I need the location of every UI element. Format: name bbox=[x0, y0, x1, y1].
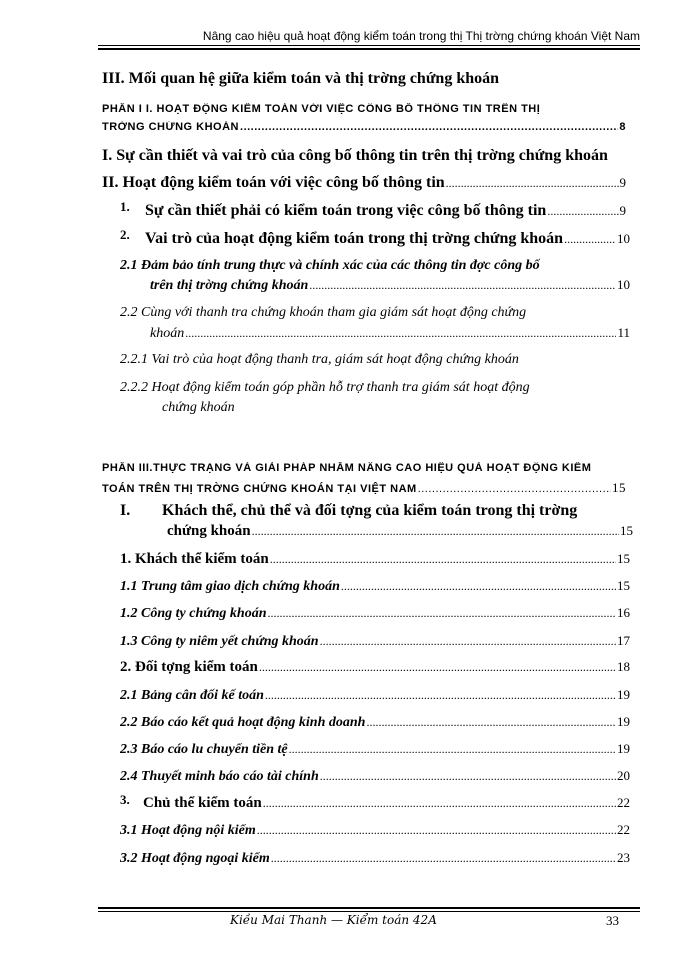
toc-entry-text: Chủ thể kiểm toán bbox=[143, 795, 262, 811]
leader-dots bbox=[252, 524, 619, 539]
toc-entry-ii-1-num: 1. bbox=[120, 199, 130, 214]
leader-dots bbox=[267, 606, 616, 621]
page-number: 19 bbox=[617, 687, 630, 702]
toc-entry-text: khoán bbox=[150, 326, 185, 341]
header-rule bbox=[98, 45, 640, 46]
toc-entry-text: 2.4 Thuyết minh báo cáo tài chính bbox=[120, 769, 319, 784]
toc-entry-p3-3 bbox=[143, 795, 630, 812]
toc-entry-p3-2-1 bbox=[120, 687, 630, 704]
toc-entry-p3-2-2 bbox=[120, 714, 630, 731]
toc-part3-title-line1: PHẦN III.THỰC TRẠNG VÀ GIẢI PHÁP NHẰM NÂNG CAO HIỆU QUẢ HOẠT ĐỘNG KIỂM bbox=[102, 462, 592, 474]
toc-entry-ii-1 bbox=[145, 202, 626, 220]
toc-part-title-line2 bbox=[102, 121, 626, 133]
toc-entry-text: 3.2 Hoạt động ngoại kiểm bbox=[120, 851, 270, 866]
toc-entry-text: Vai trò của hoạt động kiểm toán trong thị trờng chứng khoán bbox=[145, 230, 564, 247]
toc-entry-text: 1.3 Công ty niêm yết chứng khoán bbox=[120, 634, 319, 649]
toc-entry-2-2-line2 bbox=[150, 325, 630, 342]
page-number: 10 bbox=[617, 231, 630, 246]
toc-entry-text: 3.1 Hoạt động nội kiểm bbox=[120, 823, 256, 838]
page-number: 23 bbox=[617, 850, 630, 865]
toc-entry-p3-2-4 bbox=[120, 768, 630, 785]
leader-dots bbox=[240, 121, 618, 133]
page-number: 15 bbox=[612, 480, 626, 495]
toc-entry-text: 1.2 Công ty chứng khoán bbox=[120, 606, 267, 621]
toc-entry-p3-1 bbox=[120, 551, 630, 568]
page-number: 15 bbox=[617, 551, 630, 566]
toc-entry-text: 2.2 Báo cáo kết quả hoạt động kinh doanh bbox=[120, 715, 366, 730]
leader-dots bbox=[289, 742, 616, 757]
page-number: 20 bbox=[617, 768, 630, 783]
toc-entry-p3-i-num: I. bbox=[120, 502, 131, 519]
leader-dots bbox=[257, 823, 616, 838]
footer-author: Kiều Mai Thanh — Kiểm toán 42A bbox=[230, 913, 437, 927]
toc-entry-i: I. Sự cần thiết và vai trò của công bố thông tin trên thị trờng chứng khoán bbox=[102, 147, 608, 164]
toc-entry-p3-1-2 bbox=[120, 605, 630, 622]
toc-entry-2-2-2-line2: chứng khoán bbox=[162, 400, 235, 415]
page-number: 15 bbox=[620, 523, 633, 538]
leader-dots bbox=[320, 634, 616, 649]
page-number: 19 bbox=[617, 741, 630, 756]
toc-entry-text: 1.1 Trung tâm giao dịch chứng khoán bbox=[120, 579, 340, 594]
toc-entry-p3-1-3 bbox=[120, 633, 630, 650]
leader-dots bbox=[265, 688, 616, 703]
page-number: 22 bbox=[617, 822, 630, 837]
toc-entry-text: 1. Khách thể kiểm toán bbox=[120, 551, 269, 567]
leader-dots bbox=[259, 660, 616, 675]
toc-entry-text: II. Hoạt động kiểm toán với việc công bố thông tin bbox=[102, 174, 445, 191]
leader-dots bbox=[418, 483, 611, 495]
toc-entry-p3-2-3 bbox=[120, 741, 630, 758]
toc-entry-text: 2. Đối tợng kiểm toán bbox=[120, 659, 258, 675]
toc-entry-2-1-line2 bbox=[150, 277, 630, 294]
leader-dots bbox=[271, 851, 616, 866]
toc-entry-text: 2.3 Báo cáo lu chuyển tiền tệ bbox=[120, 742, 288, 757]
toc-entry-p3-1-1 bbox=[120, 578, 630, 595]
page-number: 22 bbox=[617, 795, 630, 810]
toc-entry-2-1-line1: 2.1 Đảm bảo tính trung thực và chính xác của các thông tin đợc công bố bbox=[120, 258, 540, 273]
leader-dots bbox=[263, 796, 616, 811]
page-number: 9 bbox=[619, 203, 626, 218]
toc-part3-title-line2 bbox=[102, 480, 626, 496]
leader-dots bbox=[185, 326, 616, 341]
footer-rule-thick bbox=[98, 907, 640, 909]
toc-entry-text: Sự cần thiết phải có kiểm toán trong việc công bố thông tin bbox=[145, 202, 547, 219]
page-number: 11 bbox=[617, 325, 630, 340]
leader-dots bbox=[309, 278, 616, 293]
toc-entry-text: trên thị trờng chứng khoán bbox=[150, 278, 309, 293]
leader-dots bbox=[320, 769, 616, 784]
toc-entry-p3-3-2 bbox=[120, 850, 630, 867]
toc-entry-ii-2-num: 2. bbox=[120, 227, 130, 242]
toc-entry-p3-2 bbox=[120, 659, 630, 676]
page-number: 15 bbox=[617, 578, 630, 593]
leader-dots bbox=[564, 232, 616, 247]
toc-entry-p3-3-num: 3. bbox=[120, 792, 130, 807]
page-number: 19 bbox=[617, 714, 630, 729]
leader-dots bbox=[341, 579, 616, 594]
toc-entry-text: 2.1 Bảng cân đối kế toán bbox=[120, 688, 264, 703]
toc-entry-ii-2 bbox=[145, 230, 630, 248]
page-number: 17 bbox=[617, 633, 630, 648]
toc-entry-p3-i-line1: Khách thể, chủ thể và đối tợng của kiểm toán trong thị trờng bbox=[162, 502, 578, 519]
leader-dots bbox=[547, 204, 618, 219]
running-header: Nâng cao hiệu quả hoạt động kiểm toán trong thị Thị trờng chứng khoán Việt Nam bbox=[202, 29, 640, 43]
page-number: 9 bbox=[619, 175, 626, 190]
toc-part-title-line1: PHẦN I I. HOẠT ĐỘNG KIỂM TOÁN VỚI VIỆC CÔNG BỐ THÔNG TIN TRÊN THỊ bbox=[102, 103, 541, 115]
leader-dots bbox=[270, 552, 616, 567]
toc-entry-2-2-line1: 2.2 Cùng với thanh tra chứng khoán tham gia giám sát hoạt động chứng bbox=[120, 305, 527, 320]
leader-dots bbox=[446, 176, 619, 191]
toc-part-title-text: TOÁN TRÊN THỊ TRỜNG CHỨNG KHOÁN TẠI VIỆT NAM bbox=[102, 483, 417, 495]
toc-entry-text: chứng khoán bbox=[167, 523, 251, 539]
header-rule-thick bbox=[98, 48, 640, 50]
page-number: 10 bbox=[617, 277, 630, 292]
toc-entry-2-2-1: 2.2.1 Vai trò của hoạt động thanh tra, giám sát hoạt động chứng khoán bbox=[120, 352, 519, 367]
footer-page-number: 33 bbox=[606, 913, 619, 928]
page-number: 16 bbox=[617, 605, 630, 620]
page-number: 18 bbox=[617, 659, 630, 674]
toc-entry-ii bbox=[102, 174, 626, 192]
leader-dots bbox=[366, 715, 616, 730]
page-number: 8 bbox=[619, 121, 626, 133]
toc-entry-part2-iii: III. Mối quan hệ giữa kiểm toán và thị trờng chứng khoán bbox=[102, 70, 500, 87]
toc-entry-2-2-2-line1: 2.2.2 Hoạt động kiểm toán góp phần hỗ trợ thanh tra giám sát hoạt động bbox=[120, 380, 530, 395]
toc-part-title-text: TRỜNG CHỨNG KHOÁN bbox=[102, 121, 240, 133]
toc-entry-p3-i-line2 bbox=[167, 523, 633, 540]
toc-entry-p3-3-1 bbox=[120, 822, 630, 839]
footer-rule bbox=[98, 911, 640, 912]
